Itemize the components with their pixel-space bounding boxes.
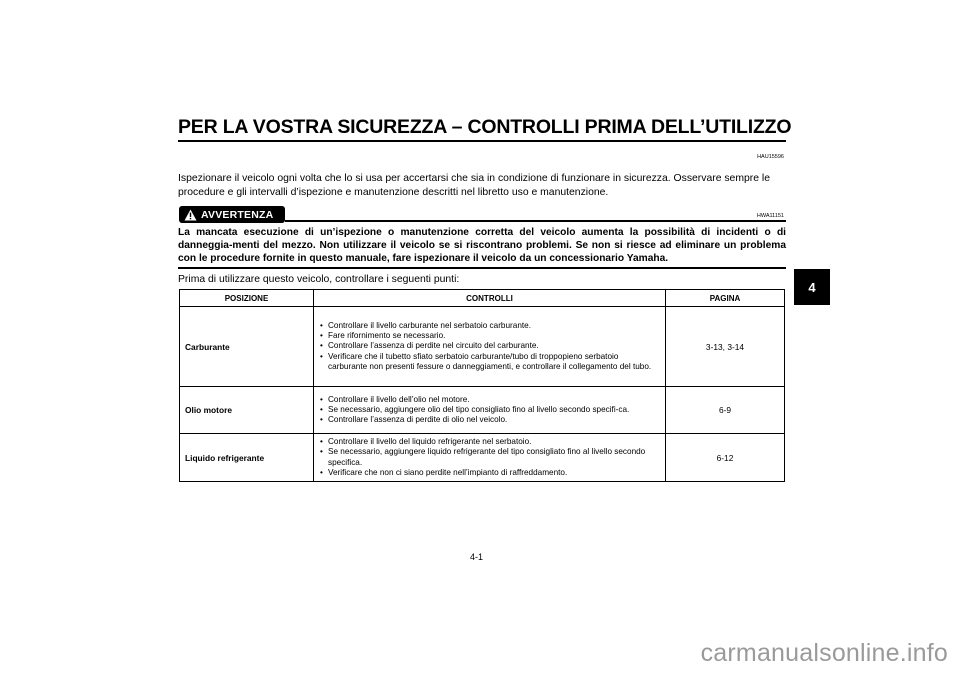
- reference-code: HAU15596: [757, 154, 784, 160]
- row-page: 6-9: [666, 387, 785, 434]
- row-position: Liquido refrigerante: [180, 434, 314, 482]
- table-row: [180, 307, 785, 387]
- header-page: PAGINA: [666, 290, 785, 307]
- page-number: 4-1: [470, 552, 484, 562]
- title-underline: [178, 140, 786, 142]
- check-item: • Verificare che non ci siano perdite nell’impianto di raffreddamento.: [319, 468, 659, 478]
- row-checks: [314, 307, 666, 387]
- check-item: • Se necessario, aggiungere liquido refrigerante del tipo consigliato fino al livello secondo specifica.: [319, 447, 659, 467]
- pre-operation-checklist-table: [179, 289, 785, 482]
- warning-badge: [179, 206, 285, 223]
- table-row: [180, 387, 785, 434]
- row-page: 3-13, 3-14: [666, 307, 785, 387]
- check-item: • Controllare il livello dell’olio nel motore.: [319, 395, 659, 405]
- watermark: carmanualsonline.info: [700, 639, 948, 667]
- warning-text: La mancata esecuzione di un’ispezione o manutenzione corretta del veicolo aumenta la possibilità di incidenti o di danneggia-menti del mezzo. Non utilizzare il veicolo se si riscontrano problemi. Se non si riesce ad eliminare un problema con le procedure fornite in questo manuale, fare ispezionare il veicolo da un concessionario Yamaha.: [178, 227, 786, 265]
- row-position: Olio motore: [180, 387, 314, 434]
- table-row: [180, 434, 785, 482]
- warning-rule: [285, 220, 786, 222]
- table-header-row: [180, 290, 785, 307]
- warning-badge-label: AVVERTENZA: [201, 208, 274, 221]
- chapter-tab: 4: [794, 269, 830, 305]
- row-position: Carburante: [180, 307, 314, 387]
- header-checks: CONTROLLI: [314, 290, 666, 307]
- intro-paragraph: Ispezionare il veicolo ogni volta che lo si usa per accertarsi che sia in condizione di funzionare in sicurezza. Osservare sempre le procedure e gli intervalli d’ispezione e manutenzione descritti nel libretto uso e manutenzione.: [178, 173, 770, 198]
- row-checks: [314, 387, 666, 434]
- check-item: • Verificare che il tubetto sfiato serbatoio carburante/tubo di troppopieno serbatoio carburante non presenti fessure o danneggiamenti, e controllare il collegamento del tubo.: [319, 352, 659, 372]
- check-item: • Controllare l’assenza di perdite nel circuito del carburante.: [319, 341, 659, 351]
- row-page: 6-12: [666, 434, 785, 482]
- warning-triangle-icon: [179, 206, 201, 223]
- warning-code: HWA11151: [756, 213, 784, 219]
- warning-end-rule: [178, 267, 786, 269]
- header-position: POSIZIONE: [180, 290, 314, 307]
- check-item: • Controllare il livello del liquido refrigerante nel serbatoio.: [319, 437, 659, 447]
- checklist-intro: Prima di utilizzare questo veicolo, controllare i seguenti punti:: [178, 274, 460, 285]
- check-item: • Fare rifornimento se necessario.: [319, 331, 659, 341]
- check-item: • Se necessario, aggiungere olio del tipo consigliato fino al livello secondo specifi-ca.: [319, 405, 659, 415]
- row-checks: [314, 434, 666, 482]
- page-title: PER LA VOSTRA SICUREZZA – CONTROLLI PRIMA DELL’UTILIZZO: [178, 116, 792, 138]
- check-item: • Controllare il livello carburante nel serbatoio carburante.: [319, 321, 659, 331]
- check-item: • Controllare l’assenza di perdite di olio nel veicolo.: [319, 415, 659, 425]
